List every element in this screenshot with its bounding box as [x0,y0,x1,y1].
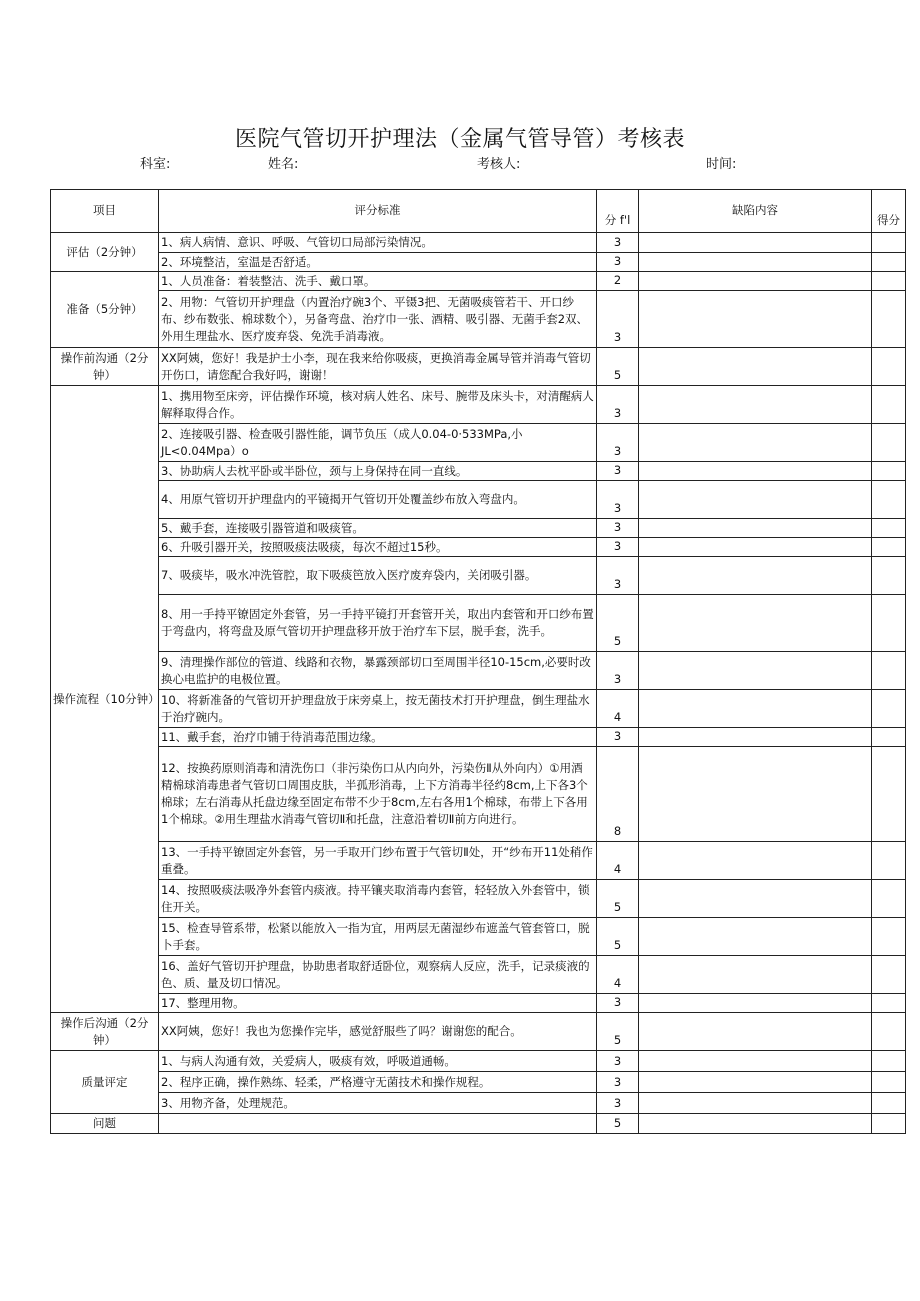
table-row [51,595,906,652]
criterion-score: 3 [597,1072,639,1093]
table-row [51,519,906,538]
criterion-text: 8、用一手持平镣固定外套管，另一手持平镜打开套管开关，取出内套管和开口纱布置于弯盘内，将弯盘及原气管切开护理盘移开放于治疗车下层，脱手套，洗手。 [159,595,597,652]
criterion-text: 2、程序正确，操作熟练、轻柔，严格遵守无菌技术和操作规程。 [159,1072,597,1093]
criterion-score: 4 [597,842,639,880]
criterion-score: 8 [597,747,639,842]
header-got: 得分 [872,190,906,233]
table-row [51,918,906,956]
section-name: 操作前沟通（2分钟） [51,348,159,386]
criterion-score: 3 [597,424,639,462]
criterion-score: 3 [597,462,639,481]
criterion-text: 3、用物齐备，处理规范。 [159,1093,597,1114]
criterion-text: 2、连接吸引器、检查吸引器性能，调节负压（成人0.04-0·533MPa,小JL<0.04Mpa）o [159,424,597,462]
criterion-text: 4、用原气管切开护理盘内的平镜揭开气管切开处覆盖纱布放入弯盘内。 [159,481,597,519]
got-score-cell[interactable] [872,386,906,424]
criterion-score: 3 [597,519,639,538]
criterion-text: 1、病人病情、意识、呼吸、气管切口局部污染情况。 [159,233,597,253]
criterion-text: 5、戴手套，连接吸引器管道和吸痰管。 [159,519,597,538]
criterion-text: 10、将新准备的气管切开护理盘放于床旁桌上，按无菌技术打开护理盘，倒生理盐水于治疗碗内。 [159,690,597,728]
table-row [51,538,906,557]
meta-name: 姓名: [268,157,299,172]
criterion-text: 14、按照吸痰法吸净外套管内痰液。持平镶夹取消毒内套管，轻轻放入外套管中，锁住开关。 [159,880,597,918]
defect-cell[interactable] [639,233,872,253]
criterion-score: 4 [597,956,639,994]
defect-cell[interactable] [639,690,872,728]
got-score-cell[interactable] [872,1051,906,1072]
criterion-text: 9、清理操作部位的管道、线路和衣物，暴露颈部切口至周围半径10-15cm,必要时改换心电监护的电极位置。 [159,652,597,690]
defect-cell[interactable] [639,348,872,386]
criterion-score: 3 [597,538,639,557]
defect-cell[interactable] [639,272,872,291]
got-score-cell[interactable] [872,1114,906,1134]
got-score-cell[interactable] [872,253,906,272]
got-score-cell[interactable] [872,291,906,348]
table-row [51,842,906,880]
section-name: 问题 [51,1114,159,1134]
defect-cell[interactable] [639,994,872,1013]
table-row [51,956,906,994]
defect-cell[interactable] [639,956,872,994]
criterion-score: 2 [597,272,639,291]
defect-cell[interactable] [639,728,872,747]
criterion-text: 15、检查导管系带，松紧以能放入一指为宜，用两层无菌湿纱布遮盖气管套管口，脱卜手套。 [159,918,597,956]
got-score-cell[interactable] [872,424,906,462]
section-name: 操作流程（10分钟） [51,386,159,1013]
table-row [51,1114,906,1134]
table-row [51,462,906,481]
table-row [51,1013,906,1051]
table-row [51,880,906,918]
criterion-text: XX阿姨，您好！我是护士小李，现在我来给你吸痰，更换消毒金属导管并消毒气管切开伤口，请您配合我好吗，谢谢！ [159,348,597,386]
defect-cell[interactable] [639,424,872,462]
got-score-cell[interactable] [872,481,906,519]
section-name: 质量评定 [51,1051,159,1114]
criterion-text [159,1114,597,1134]
got-score-cell[interactable] [872,956,906,994]
criterion-text: 16、盖好气管切开护理盘，协助患者取舒适卧位，观察病人反应，洗手，记录痰液的色、质、量及切口情况。 [159,956,597,994]
got-score-cell[interactable] [872,519,906,538]
defect-cell[interactable] [639,1093,872,1114]
criterion-text: 7、吸痰毕，吸水冲洗管腔，取下吸痰笆放入医疗废弃袋内，关闭吸引器。 [159,557,597,595]
criterion-score: 3 [597,1093,639,1114]
defect-cell[interactable] [639,652,872,690]
table-row [51,1051,906,1072]
criterion-text: 2、环境整洁，室温是否舒适。 [159,253,597,272]
criterion-score: 5 [597,880,639,918]
got-score-cell[interactable] [872,233,906,253]
defect-cell[interactable] [639,462,872,481]
section-name: 准备（5分钟） [51,272,159,348]
table-body [51,233,906,1134]
got-score-cell[interactable] [872,842,906,880]
meta-examiner: 考核人: [477,157,521,172]
header-row [51,190,906,233]
got-score-cell[interactable] [872,690,906,728]
defect-cell[interactable] [639,386,872,424]
got-score-cell[interactable] [872,728,906,747]
got-score-cell[interactable] [872,272,906,291]
section-name: 操作后沟通（2分钟） [51,1013,159,1051]
criterion-text: 13、一手持平镣固定外套管，另一手取开门纱布置于气管切Ⅱ处，开“纱布开11处稍作重叠。 [159,842,597,880]
header-item: 项目 [51,190,159,233]
criterion-text: 2、用物：气管切开护理盘（内置治疗碗3个、平镊3把、无菌吸痰管若干、开口纱布、纱布数张、棉球数个），另备弯盘、治疗巾一张、酒精、吸引器、无菌手套2双、外用生理盐水、医疗废弃袋、免洗手消毒液。 [159,291,597,348]
criterion-score: 3 [597,994,639,1013]
header-score: 分 f'l [597,190,639,233]
table-row [51,424,906,462]
got-score-cell[interactable] [872,880,906,918]
got-score-cell[interactable] [872,462,906,481]
criterion-score: 5 [597,918,639,956]
defect-cell[interactable] [639,747,872,842]
criterion-score: 5 [597,1013,639,1051]
table-row [51,994,906,1013]
table-row [51,386,906,424]
table-row [51,690,906,728]
got-score-cell[interactable] [872,747,906,842]
criterion-score: 3 [597,481,639,519]
criterion-score: 3 [597,291,639,348]
criterion-score: 3 [597,253,639,272]
table-row [51,253,906,272]
criterion-score: 3 [597,557,639,595]
section-name: 评估（2分钟） [51,233,159,272]
criterion-text: 1、携用物至床旁，评估操作环境，核对病人姓名、床号、腕带及床头卡，对清醒病人解释取得合作。 [159,386,597,424]
got-score-cell[interactable] [872,595,906,652]
header-standard: 评分标准 [159,190,597,233]
got-score-cell[interactable] [872,1013,906,1051]
defect-cell[interactable] [639,880,872,918]
defect-cell[interactable] [639,253,872,272]
header-defect: 缺陷内容 [639,190,872,233]
defect-cell[interactable] [639,538,872,557]
table-row [51,652,906,690]
defect-cell[interactable] [639,1114,872,1134]
assessment-table [50,189,906,1134]
table-row [51,1093,906,1114]
got-score-cell[interactable] [872,348,906,386]
defect-cell[interactable] [639,595,872,652]
table-row [51,1072,906,1093]
criterion-text: 17、整理用物。 [159,994,597,1013]
defect-cell[interactable] [639,481,872,519]
defect-cell[interactable] [639,519,872,538]
criterion-score: 3 [597,233,639,253]
defect-cell[interactable] [639,1051,872,1072]
defect-cell[interactable] [639,918,872,956]
table-row [51,747,906,842]
got-score-cell[interactable] [872,557,906,595]
criterion-score: 3 [597,1051,639,1072]
got-score-cell[interactable] [872,1093,906,1114]
criterion-score: 5 [597,348,639,386]
got-score-cell[interactable] [872,652,906,690]
criterion-score: 3 [597,386,639,424]
criterion-text: 1、人员准备：着装整洁、洗手、戴口罩。 [159,272,597,291]
defect-cell[interactable] [639,557,872,595]
criterion-text: 1、与病人沟通有效，关爱病人，吸痰有效，呼吸道通畅。 [159,1051,597,1072]
criterion-text: 11、戴手套，治疗巾铺于待消毒范围边缘。 [159,728,597,747]
defect-cell[interactable] [639,842,872,880]
meta-time: 时间: [706,157,737,172]
table-row [51,481,906,519]
criterion-score: 4 [597,690,639,728]
defect-cell[interactable] [639,1013,872,1051]
got-score-cell[interactable] [872,538,906,557]
table-row [51,348,906,386]
criterion-score: 3 [597,652,639,690]
table-row [51,291,906,348]
criterion-text: XX阿姨，您好！我也为您操作完毕，感觉舒服些了吗？谢谢您的配合。 [159,1013,597,1051]
defect-cell[interactable] [639,1072,872,1093]
criterion-score: 3 [597,728,639,747]
criterion-text: 12、按换药原则消毒和清洗伤口（非污染伤口从内向外，污染伤Ⅱ从外向内）①用酒精棉球消毒患者气管切口周围皮肤，半孤形消毒，上下方消毒半径约8cm,上下各3个棉球；左右消毒从托盘边缘至固定布带不少于8cm,左右各用1个棉球，布带上下各用1个棉球。②用生理盐水消毒气管切Ⅱ和托盘，注意沿着切Ⅱ前方向进行。 [159,747,597,842]
got-score-cell[interactable] [872,918,906,956]
criterion-text: 3、协助病人去枕平卧或半卧位，颈与上身保持在同一直线。 [159,462,597,481]
got-score-cell[interactable] [872,994,906,1013]
got-score-cell[interactable] [872,1072,906,1093]
table-row [51,272,906,291]
table-row [51,728,906,747]
criterion-score: 5 [597,1114,639,1134]
defect-cell[interactable] [639,291,872,348]
criterion-score: 5 [597,595,639,652]
criterion-text: 6、升吸引器开关，按照吸痰法吸痰，每次不超过15秒。 [159,538,597,557]
table-row [51,557,906,595]
page-title: 医院气管切开护理法（金属气管导管）考核表 [234,127,685,152]
table-row [51,233,906,253]
meta-dept: 科室: [140,157,171,172]
